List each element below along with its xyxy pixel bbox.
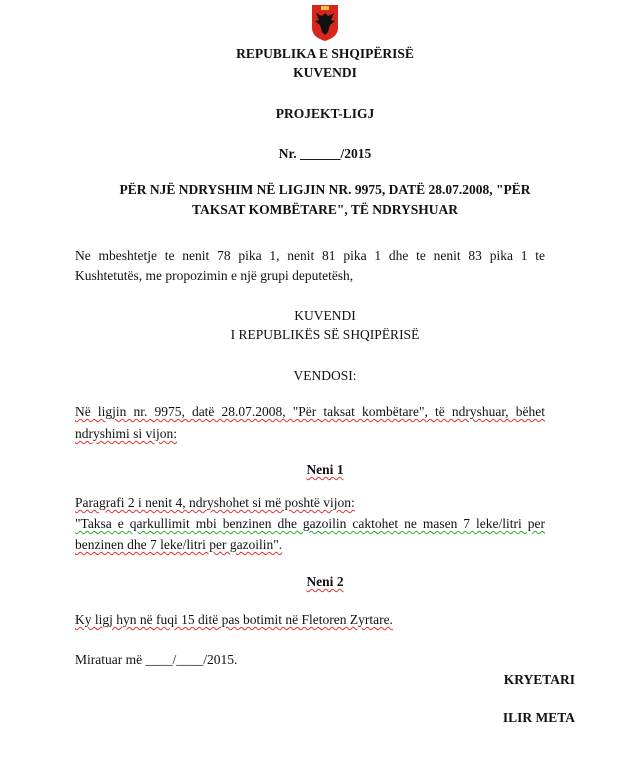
authority-line-2: I REPUBLIKËS SË SHQIPËRISË (230, 327, 420, 342)
preamble-line-1: Ne mbeshtetje te nenit 78 pika 1, nenit 81 pika 1 dhe te nenit 83 pika 1 te (75, 248, 545, 263)
law-title-line-2: TAKSAT KOMBËTARE", TË NDRYSHUAR (191, 202, 459, 217)
decides-label: VENDOSI: (293, 368, 357, 383)
approval-date: Miratuar më ____/____/2015. (75, 652, 238, 667)
signatory-name: ILIR META (502, 710, 575, 725)
assembly-heading: KUVENDI (293, 65, 357, 80)
article-1-heading: Neni 1 (306, 462, 344, 477)
article-2-line: Ky ligj hyn në fuqi 15 ditë pas botimit në Fletoren Zyrtare. (75, 612, 393, 627)
article-1-line: benzinen dhe 7 leke/litri per gazoilin". (75, 537, 283, 552)
article-1-line: "Taksa e qarkullimit mbi benzinen dhe gazoilin caktohet ne masen 7 leke/litri per (75, 516, 545, 531)
coat-of-arms-icon (311, 4, 339, 42)
signatory-role: KRYETARI (503, 672, 575, 687)
law-number: Nr. ______/2015 (278, 146, 372, 161)
document-type: PROJEKT-LIGJ (275, 106, 375, 121)
authority-line-1: KUVENDI (294, 308, 356, 323)
preamble-line-2: Kushtetutës, me propozimin e një grupi deputetësh, (75, 268, 354, 283)
article-2-heading: Neni 2 (306, 574, 344, 589)
intro-line-1: Në ligjin nr. 9975, datë 28.07.2008, "Për taksat kombëtare", të ndryshuar, bëhet (75, 404, 545, 419)
republic-heading: REPUBLIKA E SHQIPËRISË (236, 46, 414, 61)
intro-line-2: ndryshimi si vijon: (75, 426, 178, 441)
article-1-line: Paragrafi 2 i nenit 4, ndryshohet si më poshtë vijon: (75, 495, 355, 510)
law-title-line-1: PËR NJË NDRYSHIM NË LIGJIN NR. 9975, DATË 28.07.2008, "PËR (119, 182, 531, 197)
